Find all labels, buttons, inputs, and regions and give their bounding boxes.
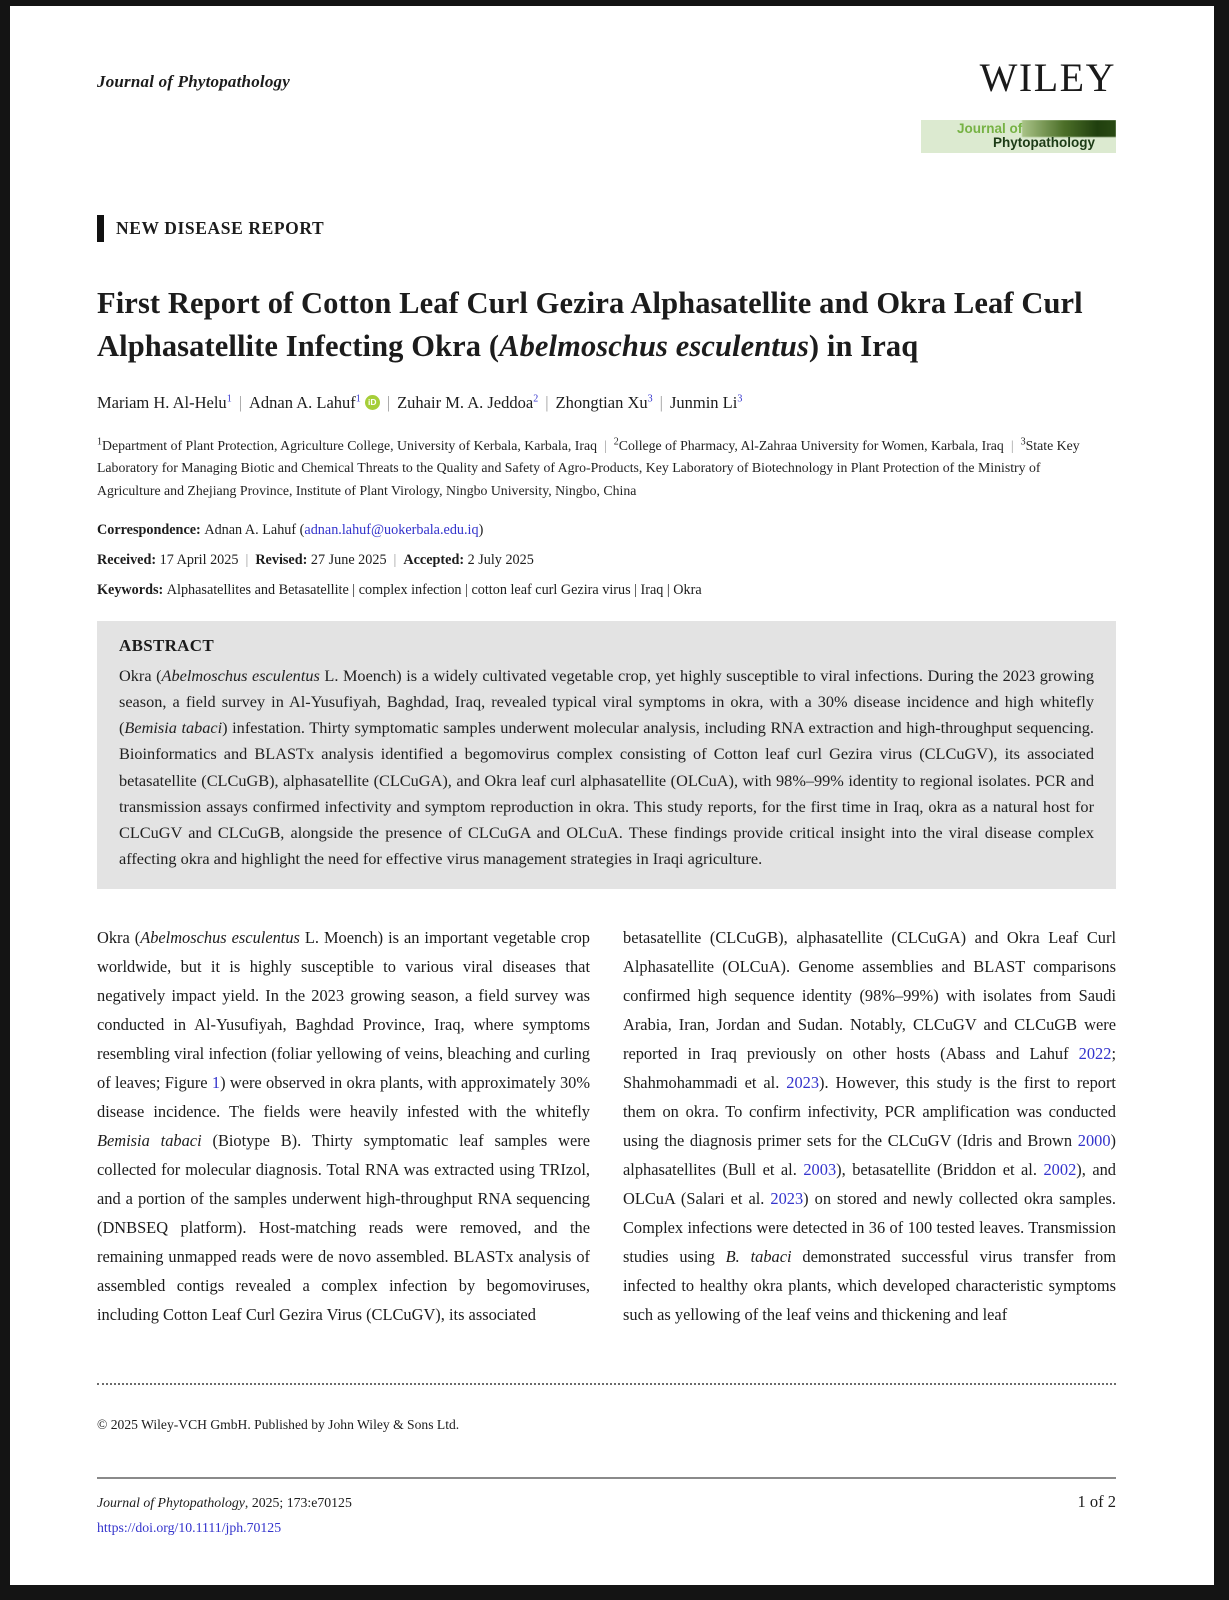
article-type-header [97,215,1116,242]
inline-link[interactable]: 2000 [1077,1130,1111,1150]
page-footer [97,1477,1116,1541]
abstract-heading: ABSTRACT [119,636,214,656]
page-indicator: 1 of 2 [1077,1491,1116,1511]
journal-citation: Journal of Phytopathology, 2025; 173:e70125 [97,1494,352,1510]
footer-divider [97,1477,1116,1479]
inline-link[interactable]: 2022 [1078,1043,1112,1063]
wiley-logo: WILEY [979,55,1116,100]
body-column-right: betasatellite (CLCuGB), alphasatellite (CLCuGA) and Okra Leaf Curl Alphasatellite (OLCuA). Genome assemblies and BLAST comparisons confirmed high sequence identity (98%–99%) with isolates from Saudi Arabia, Iran, Jordan and Sudan. Notably, CLCuGV and CLCuGB were reported in Iraq previously on other hosts (Abass and Lahuf 2022; Shahmohammadi et al. 2023). However, this study is the first to report them on okra. To confirm infectivity, PCR amplification was conducted using the diagnosis primer sets for the CLCuGV (Idris and Brown 2000) alphasatellites (Bull et al. 2003), betasatellite (Briddon et al. 2002), and OLCuA (Salari et al. 2023) on stored and newly collected okra samples. Complex infections were detected in 36 of 100 tested leaves. Transmission studies using B. tabaci demonstrated successful virus transfer from infected to healthy okra plants, which developed characteristic symptoms such as yellowing of the leaf veins and thickening and leaf [623,927,1117,1325]
correspondence-line: Correspondence: Adnan A. Lahuf (adnan.lahuf@uokerbala.edu.iq) [97,522,484,539]
inline-link[interactable]: 2003 [803,1160,837,1180]
badge-line1: Journal of [957,121,1023,136]
keywords-line: Keywords: Alphasatellites and Betasatellite | complex infection | cotton leaf curl Gezira virus | Iraq | Okra [97,582,702,599]
article-page [10,6,1214,1585]
article-type-label: NEW DISEASE REPORT [116,218,325,238]
citation-block [97,1490,352,1541]
orcid-icon[interactable]: iD [365,395,380,410]
inline-link[interactable]: 1 [226,393,232,405]
abstract-box [97,621,1116,889]
inline-link[interactable]: adnan.lahuf@uokerbala.edu.iq [304,522,479,539]
dotted-divider [97,1383,1116,1385]
inline-link[interactable]: 1 [355,393,361,405]
publisher-block [921,55,1116,153]
running-head-journal-name: Journal of Phytopathology [97,72,290,91]
affiliations: $^1$Department of Plant Protection, Agriculture College, University of Kerbala, Karbala, Iraq | $^2$College of Pharmacy, Al-Zahraa University for Women, Karbala, Iraq | $^3$State Key Laboratory for Managing Biotic and Chemical Threats to the Quality and Safety of Agro-Products, Key Laboratory of Biotechnology in Plant Protection of the Ministry of Agriculture and Zhejiang Province, Institute of Plant Virology, Ningbo University, Ningbo, China [97,436,1080,499]
inline-link[interactable]: 2023 [770,1189,804,1209]
inline-link[interactable]: 2002 [1043,1160,1077,1180]
body-column-left: Okra (Abelmoschus esculentus L. Moench) is an important vegetable crop worldwide, but it is highly susceptible to various viral diseases that negatively impact yield. In the 2023 growing season, a field survey was conducted in Al-Yusufiyah, Baghdad Province, Iraq, where symptoms resembling viral infection (foliar yellowing of veins, bleaching and curling of leaves; Figure 1) were observed in okra plants, with approximately 30% disease incidence. The fields were heavily infested with the whitefly Bemisia tabaci (Biotype B). Thirty symptomatic leaf samples were collected for molecular diagnosis. Total RNA was extracted using TRIzol, and a portion of the samples underwent high-throughput RNA sequencing (DNBSEQ platform). Host-matching reads were removed, and the remaining unmapped reads were de novo assembled. BLASTx analysis of assembled contigs revealed a complex infection by begomoviruses, including Cotton Leaf Curl Gezira Virus (CLCuGV), its associated [97,927,591,1325]
page-header [97,55,1116,153]
body-columns [97,923,1116,1329]
abstract-text: Okra (Abelmoschus esculentus L. Moench) is a widely cultivated vegetable crop, yet highly susceptible to viral infections. During the 2023 growing season, a field survey in Al-Yusufiyah, Baghdad, Iraq, revealed typical viral symptoms in okra, with a 30% disease incidence and high whitefly (Bemisia tabaci) infestation. Thirty symptomatic samples underwent molecular analysis, including RNA extraction and high-throughput sequencing. Bioinformatics and BLASTx analysis identified a begomovirus complex consisting of Cotton leaf curl Gezira virus (CLCuGV), its associated betasatellite (CLCuGB), alphasatellite (CLCuGA), and Okra leaf curl alphasatellite (OLCuA), with 98%–99% identity to regional isolates. PCR and transmission assays confirmed infectivity and symptom reproduction in okra. This study reports, for the first time in Iraq, okra as a natural host for CLCuGV and CLCuGB, alongside the presence of CLCuGA and OLCuA. These findings provide critical insight into the viral disease complex affecting okra and highlight the need for effective virus management strategies in Iraqi agriculture. [119,666,1094,868]
badge-line2: Phytopathology [993,135,1095,150]
inline-link[interactable]: 2023 [786,1072,820,1092]
inline-link[interactable]: 2 [533,393,539,405]
journal-cover-badge [921,120,1116,153]
history-dates-line: Received: 17 April 2025 | Revised: 27 June 2025 | Accepted: 2 July 2025 [97,552,534,569]
copyright-line: © 2025 Wiley-VCH GmbH. Published by John Wiley & Sons Ltd. [97,1417,460,1433]
inline-link[interactable]: 1 [211,1072,221,1092]
author-list: Mariam H. Al-Helu$^1$ | Adnan A. Lahuf$^1$ iD | Zuhair M. A. Jeddoa$^2$ | Zhongtian Xu$^3$ | Junmin Li$^3$ [97,392,743,412]
article-title: First Report of Cotton Leaf Curl Gezira Alphasatellite and Okra Leaf Curl Alphasatellite Infecting Okra (Abelmoschus esculentus) in Iraq [97,286,1083,364]
inline-link[interactable]: 3 [737,393,743,405]
section-marker-bar [97,215,104,242]
doi-link[interactable]: https://doi.org/10.1111/jph.70125 [97,1520,282,1536]
inline-link[interactable]: 3 [647,393,653,405]
